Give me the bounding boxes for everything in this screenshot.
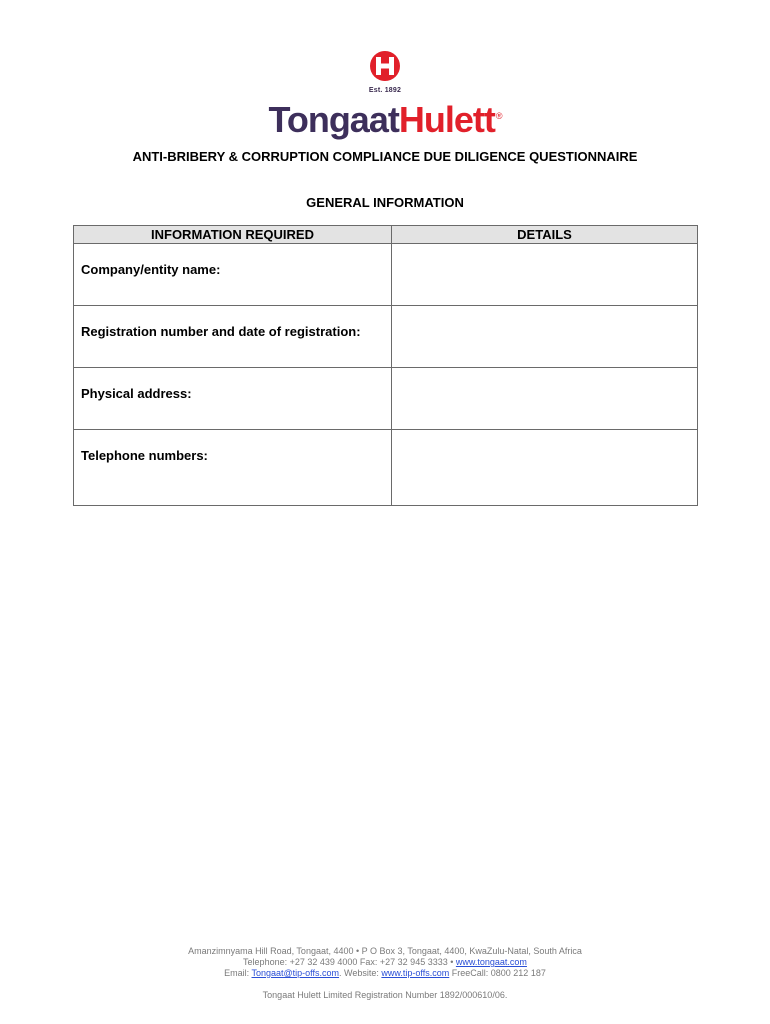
logo-name-part1: Tongaat [268, 99, 399, 140]
footer-website-prefix: . Website: [339, 968, 379, 978]
general-information-table [73, 225, 698, 506]
table-row [74, 430, 698, 506]
physical-address-details-field[interactable] [392, 368, 698, 430]
company-name-details-field[interactable] [392, 244, 698, 306]
label-cell [74, 368, 392, 430]
logo-wordmark [0, 96, 770, 140]
column-header-information-required: INFORMATION REQUIRED [74, 226, 392, 244]
label-cell [74, 430, 392, 506]
company-name-label: Company/entity name: [81, 262, 221, 277]
footer-address: Amanzimnyama Hill Road, Tongaat, 4400 • P O Box 3, Tongaat, 4400, KwaZulu-Natal, South Africa [188, 946, 582, 956]
telephone-numbers-details-field[interactable] [392, 430, 698, 506]
table-row [74, 368, 698, 430]
logo-name-part2: Hulett [398, 99, 495, 140]
label-cell [74, 244, 392, 306]
footer-telephone-line [0, 957, 770, 968]
logo-registered-mark: ® [495, 111, 502, 121]
company-logo [0, 50, 770, 140]
footer-tipoffs-link[interactable]: www.tip-offs.com [381, 968, 450, 978]
footer-email-prefix: Email: [224, 968, 250, 978]
table-row [74, 306, 698, 368]
footer-freecall: FreeCall: 0800 212 187 [451, 968, 546, 978]
footer-registration: Tongaat Hulett Limited Registration Number 1892/000610/06. [262, 990, 508, 1000]
registration-details-field[interactable] [392, 306, 698, 368]
logo-est-text: Est. 1892 [368, 87, 402, 94]
section-title: GENERAL INFORMATION [306, 195, 464, 210]
document-title: ANTI-BRIBERY & CORRUPTION COMPLIANCE DUE DILIGENCE QUESTIONNAIRE [132, 149, 638, 164]
table-header-row [74, 226, 698, 244]
registration-label: Registration number and date of registration: [81, 324, 361, 339]
footer-contact-line [0, 968, 770, 979]
footer-email-link[interactable]: Tongaat@tip-offs.com [251, 968, 340, 978]
table-row [74, 244, 698, 306]
label-cell [74, 306, 392, 368]
telephone-numbers-label: Telephone numbers: [81, 448, 208, 463]
logo-mark-icon [369, 50, 401, 82]
physical-address-label: Physical address: [81, 386, 192, 401]
footer-telephone: Telephone: +27 32 439 4000 Fax: +27 32 945 3333 • [243, 957, 454, 967]
column-header-details: DETAILS [392, 226, 698, 244]
footer-website-link[interactable]: www.tongaat.com [455, 957, 527, 967]
